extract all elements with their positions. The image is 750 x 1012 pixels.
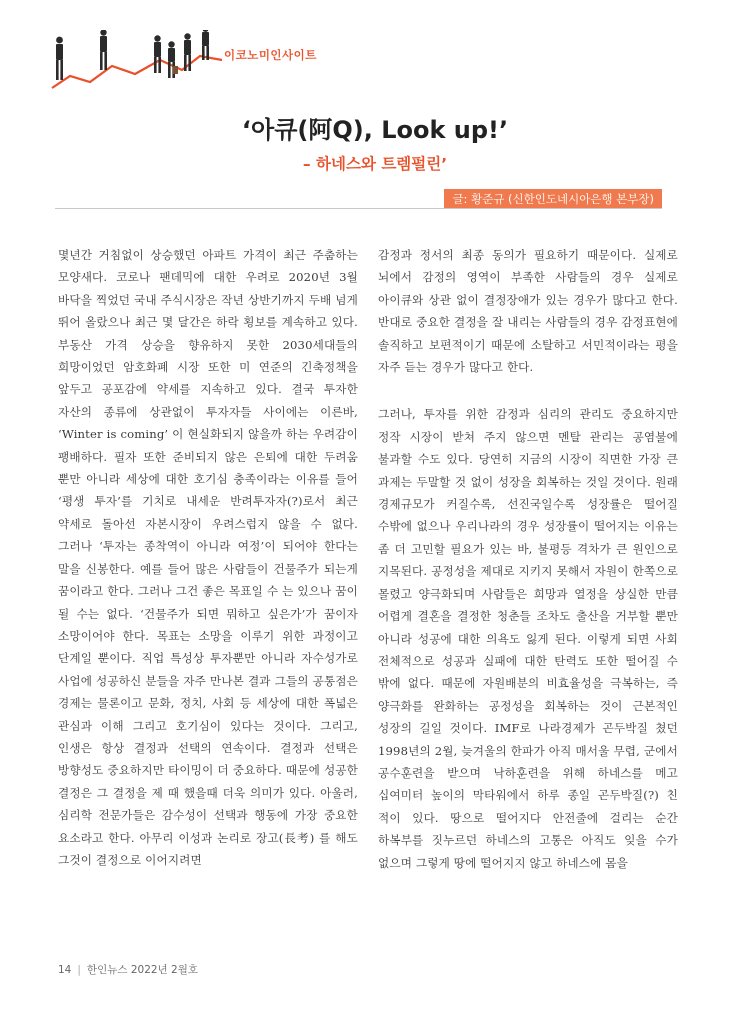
publication-name: 한인뉴스 2022년 2월호 bbox=[86, 964, 198, 976]
section-tag: 이코노미인사이트 bbox=[224, 48, 317, 62]
right-column bbox=[378, 244, 678, 899]
article-title: ‘아큐(阿Q), Look up!’ bbox=[241, 116, 509, 144]
page-number: 14 bbox=[58, 964, 72, 976]
left-column bbox=[58, 244, 358, 896]
footer-separator: | bbox=[77, 964, 81, 976]
author-badge: 글: 황준규 (신한인도네시아은행 본부장) bbox=[444, 189, 662, 209]
title-divider bbox=[55, 208, 662, 209]
body-paragraph: 감정과 정서의 최종 동의가 필요하기 때문이다. 실제로 뇌에서 감정의 영역이 부족한 사람들의 경우 실제로 아이큐와 상관 없이 결정장애가 있는 경우가 많다고 한다. 반대로 중요한 결정을 잘 내리는 사람들의 경우 감정표현에 솔직하고 보편적이기 때문에 소탈하고 서민적이라는 평을 자주 듣는 경우가 많다고 한다. bbox=[378, 248, 678, 375]
page-footer bbox=[58, 962, 198, 977]
body-paragraph: 그러나, 투자를 위한 감정과 심리의 관리도 중요하지만 정작 시장이 받쳐 주지 않으면 멘탈 관리는 공염불에 불과할 수도 있다. 당연히 지금의 시장이 직면한 가장 큰 과제는 두말할 것 없이 성장을 회복하는 것일 것이다. 원래 경제규모가 커질수록, 선진국일수록 성장률은 떨어질 수밖에 없으나 우리나라의 경우 성장률이 떨어지는 이유는 좀 더 고민할 필요가 있는 바, 불평등 격차가 큰 원인으로 지목된다. 공정성을 제대로 지키지 못해서 자원이 한쪽으로 몰렸고 양극화되며 사람들은 희망과 열정을 상실한 만큼 어렵게 결혼을 결정한 청춘들 조차도 출산을 거부할 뿐만 아니라 성공에 대한 의욕도 잃게 된다. 이렇게 되면 사회 전체적으로 성공과 실패에 대한 탄력도 또한 떨어질 수 밖에 없다. 때문에 자원배분의 비효율성을 극복하는, 즉 양극화를 완화하는 공정성을 회복하는 것이 근본적인 성장의 길일 것이다. IMF로 나라경제가 곤두박질 쳤던 1998년의 2월, 늦겨울의 한파가 아직 매서울 무렵, 군에서 공수훈련을 받으며 낙하훈련을 위해 하네스를 메고 십여미터 높이의 막타워에서 하루 종일 곤두박질(?) 친 적이 있다. 땅으로 떨어지다 안전줄에 걸리는 순간 하복부를 짓누르던 하네스의 고통은 아직도 잊을 수가 없으며 그렇게 땅에 떨어지지 않고 하네스에 몸을 bbox=[378, 407, 678, 870]
body-paragraph: 몇년간 거침없이 상승했던 아파트 가격이 최근 주춤하는 모양새다. 코로나 팬데믹에 대한 우려로 2020년 3월 바닥을 찍었던 국내 주식시장은 작년 상반기까지 두배 넘게 뛰어 올랐으나 최근 몇 달간은 하락 횡보를 계속하고 있다. 부동산 가격 상승을 향유하지 못한 2030세대들의 희망이었던 암호화폐 시장 또한 미 연준의 긴축정책을 앞두고 공포감에 약세를 지속하고 있다. 결국 투자한 자산의 종류에 상관없이 투자자들 사이에는 이른바, ‘Winter is coming’ 이 현실화되지 않을까 하는 우려감이 팽배하다. 필자 또한 준비되지 않은 은퇴에 대한 두려움 뿐만 아니라 세상에 대한 호기심 충족이라는 이유를 들어 ‘평생 투자’를 기치로 내세운 반려투자자(?)로서 최근 약세로 돌아선 자본시장이 우려스럽지 않을 수 없다. 그러나 ‘투자는 종착역이 아니라 여정’이 되어야 한다는 말을 신봉한다. 예를 들어 많은 사람들이 건물주가 되는게 꿈이라고 한다. 그러나 그건 좋은 목표일 수 는 있으나 꿈이 될 수는 없다. ‘건물주가 되면 뭐하고 싶은가’가 꿈이자 소망이어야 한다. 목표는 소망을 이루기 위한 과정이고 단계일 뿐이다. 직업 특성상 투자뿐만 아니라 자수성가로 사업에 성공하신 분들을 자주 만나본 결과 그들의 공통점은 경제는 물론이고 문화, 정치, 사회 등 세상에 대한 폭넓은 관심과 이해 그리고 호기심이 있다는 것이다. 그리고, 인생은 항상 결정과 선택의 연속이다. 결정과 선택은 방향성도 중요하지만 타이밍이 더 중요하다. 때문에 성공한 결정은 그 결정을 제 때 했을때 더욱 의미가 있다. 아울러, 심리학 전문가들은 감수성이 선택과 행동에 가장 중요한 요소라고 한다. 아무리 이성과 논리로 장고(長考) 를 해도 그것이 결정으로 이어지려면 bbox=[58, 248, 358, 867]
article-subtitle: – 하네스와 트렘펄린’ bbox=[302, 155, 448, 173]
